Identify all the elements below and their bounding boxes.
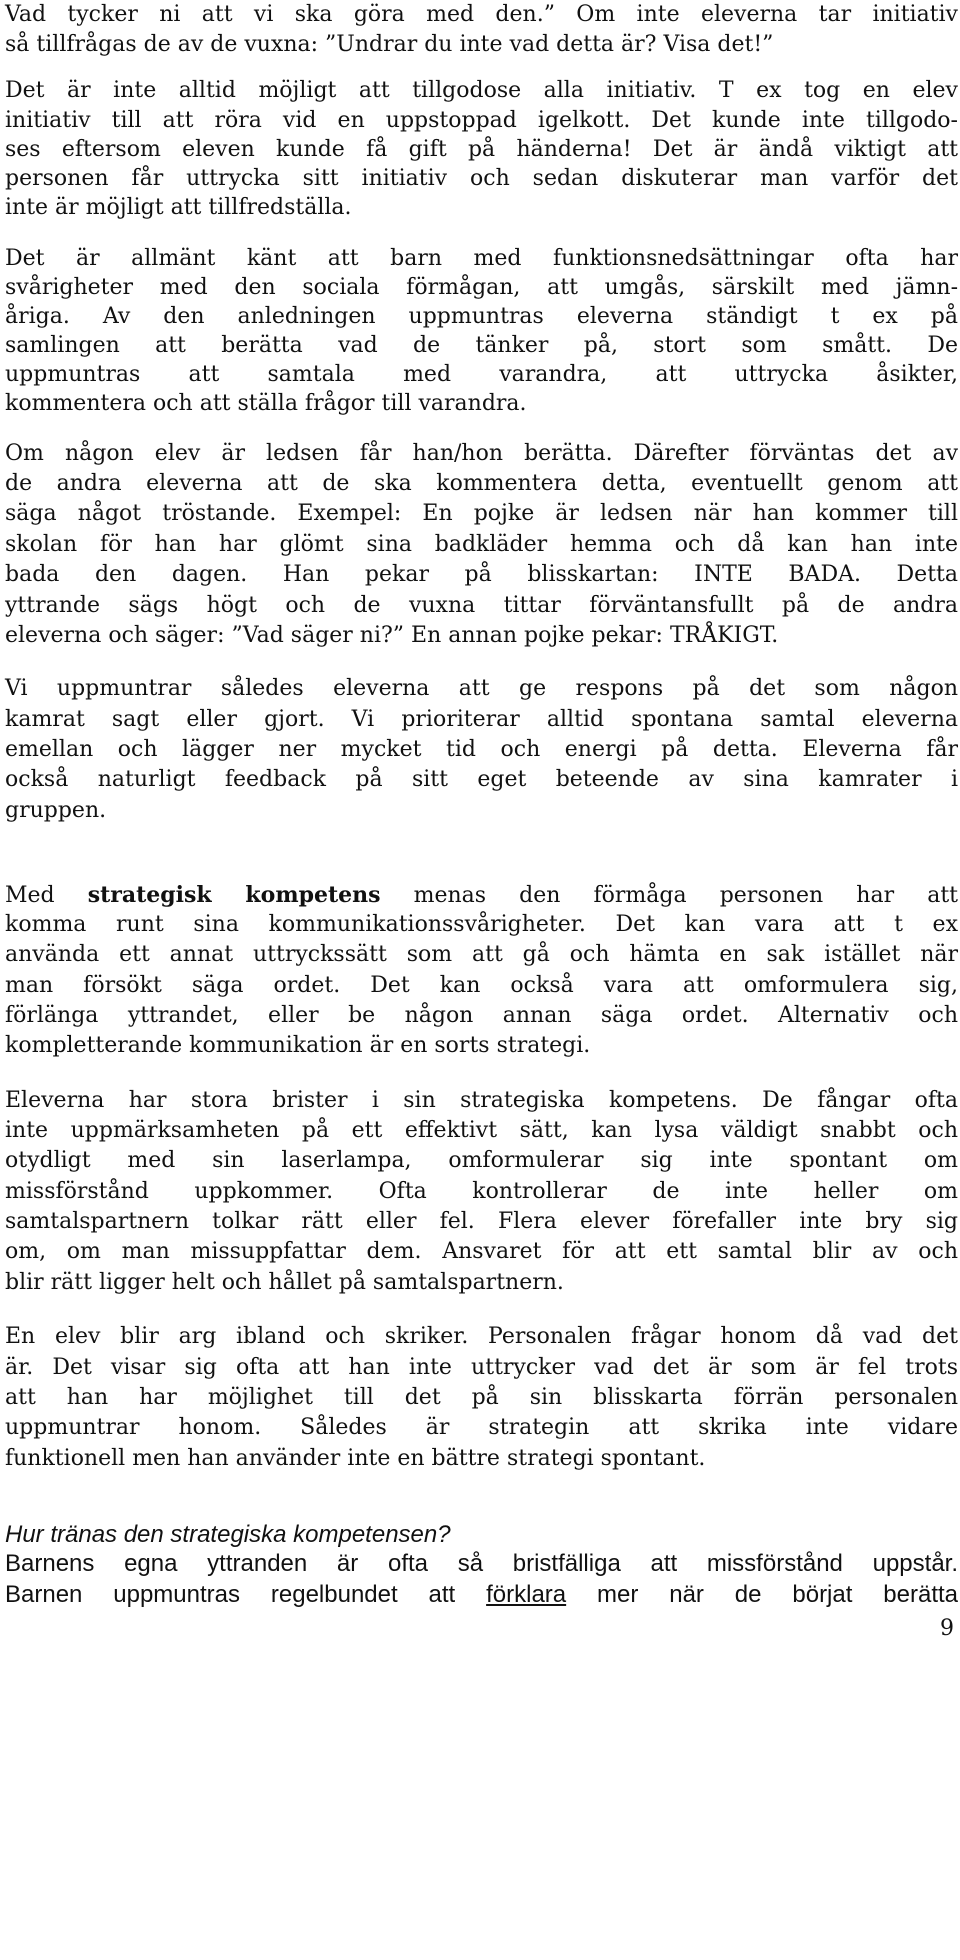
text-line: uppmuntrar honom. Således är strategin att skrika inte vidare	[5, 1415, 958, 1440]
text-line: de andra eleverna att de ska kommentera detta, eventuellt genom att	[5, 471, 958, 496]
text-line: så tillfrågas de av de vuxna: ”Undrar du inte vad detta är? Visa det!”	[5, 32, 774, 57]
text-line: man försökt säga ordet. Det kan också vara att omformulera sig,	[5, 973, 958, 998]
text-line: Om någon elev är ledsen får han/hon berätta. Därefter förväntas det av	[5, 441, 958, 466]
section-heading: Hur tränas den strategiska kompetensen?	[5, 1521, 451, 1548]
text-line: samtalspartnern tolkar rätt eller fel. Flera elever förefaller inte bry sig	[5, 1209, 958, 1234]
text-line: Vad tycker ni att vi ska göra med den.” Om inte eleverna tar initiativ	[5, 2, 958, 27]
text-line: samlingen att berätta vad de tänker på, stort som smått. De	[5, 333, 958, 358]
text-line: är. Det visar sig ofta att han inte uttrycker vad det är som är fel trots	[5, 1355, 958, 1380]
text-fragment: menas den förmåga personen har att	[380, 883, 958, 908]
text-line: yttrande sägs högt och de vuxna tittar förväntansfullt på de andra	[5, 593, 958, 618]
text-fragment: Med	[5, 883, 88, 908]
text-line: Barnens egna yttranden är ofta så bristfälliga att missförstånd uppstår.	[5, 1550, 958, 1577]
text-line: initiativ till att röra vid en uppstoppad igelkott. Det kunde inte tillgodo-	[5, 108, 958, 133]
text-line: om, om man missuppfattar dem. Ansvaret för att ett samtal blir av och	[5, 1239, 958, 1264]
text-line: kompletterande kommunikation är en sorts strategi.	[5, 1033, 591, 1058]
text-line: personen får uttrycka sitt initiativ och sedan diskuterar man varför det	[5, 166, 958, 191]
text-line: Det är allmänt känt att barn med funktionsnedsättningar ofta har	[5, 246, 958, 271]
text-line: blir rätt ligger helt och hållet på samtalspartnern.	[5, 1270, 564, 1295]
text-line: säga något tröstande. Exempel: En pojke är ledsen när han kommer till	[5, 501, 958, 526]
text-line: inte uppmärksamheten på ett effektivt sätt, kan lysa väldigt snabbt och	[5, 1118, 958, 1143]
text-line-with-term	[5, 880, 958, 911]
text-line: uppmuntras att samtala med varandra, att uttrycka åsikter,	[5, 362, 958, 387]
text-line: Eleverna har stora brister i sin strategiska kompetens. De fångar ofta	[5, 1088, 958, 1113]
text-line: komma runt sina kommunikationssvårigheter. Det kan vara att t ex	[5, 912, 958, 937]
text-fragment: Barnen uppmuntras regelbundet att	[5, 1581, 487, 1608]
text-line: emellan och lägger ner mycket tid och energi på detta. Eleverna får	[5, 737, 958, 762]
text-line: kamrat sagt eller gjort. Vi prioriterar alltid spontana samtal eleverna	[5, 707, 958, 732]
bold-term: strategisk kompetens	[87, 882, 381, 908]
text-line: Det är inte alltid möjligt att tillgodose alla initiativ. T ex tog en elev	[5, 78, 958, 103]
text-line: otydligt med sin laserlampa, omformulerar sig inte spontant om	[5, 1148, 958, 1173]
text-line: kommentera och att ställa frågor till varandra.	[5, 391, 527, 416]
text-line: förlänga yttrandet, eller be någon annan säga ordet. Alternativ och	[5, 1003, 958, 1028]
text-line: gruppen.	[5, 798, 107, 823]
text-line: skolan för han har glömt sina badkläder hemma och då kan han inte	[5, 532, 958, 557]
text-line: eleverna och säger: ”Vad säger ni?” En annan pojke pekar: TRÅKIGT.	[5, 623, 779, 648]
text-line: ses eftersom eleven kunde få gift på händerna! Det är ändå viktigt att	[5, 137, 958, 162]
underlined-word: förklara	[486, 1581, 567, 1608]
text-line: Vi uppmuntrar således eleverna att ge respons på det som någon	[5, 676, 958, 701]
text-line: också naturligt feedback på sitt eget beteende av sina kamrater i	[5, 767, 958, 792]
text-line: inte är möjligt att tillfredställa.	[5, 195, 352, 220]
text-line: missförstånd uppkommer. Ofta kontrollerar de inte heller om	[5, 1179, 958, 1204]
text-line: bada den dagen. Han pekar på blisskartan: INTE BADA. Detta	[5, 562, 958, 587]
page-number: 9	[940, 1616, 954, 1641]
text-line: svårigheter med den sociala förmågan, att umgås, särskilt med jämn-	[5, 275, 958, 300]
text-line: funktionell men han använder inte en bättre strategi spontant.	[5, 1446, 706, 1471]
text-line: använda ett annat uttryckssätt som att gå och hämta en sak istället när	[5, 942, 958, 967]
text-fragment: mer när de börjat berätta	[566, 1581, 958, 1608]
text-line-with-underline	[5, 1580, 958, 1610]
text-line: att han har möjlighet till det på sin blisskarta förrän personalen	[5, 1385, 958, 1410]
text-line: åriga. Av den anledningen uppmuntras eleverna ständigt t ex på	[5, 304, 958, 329]
text-line: En elev blir arg ibland och skriker. Personalen frågar honom då vad det	[5, 1324, 958, 1349]
